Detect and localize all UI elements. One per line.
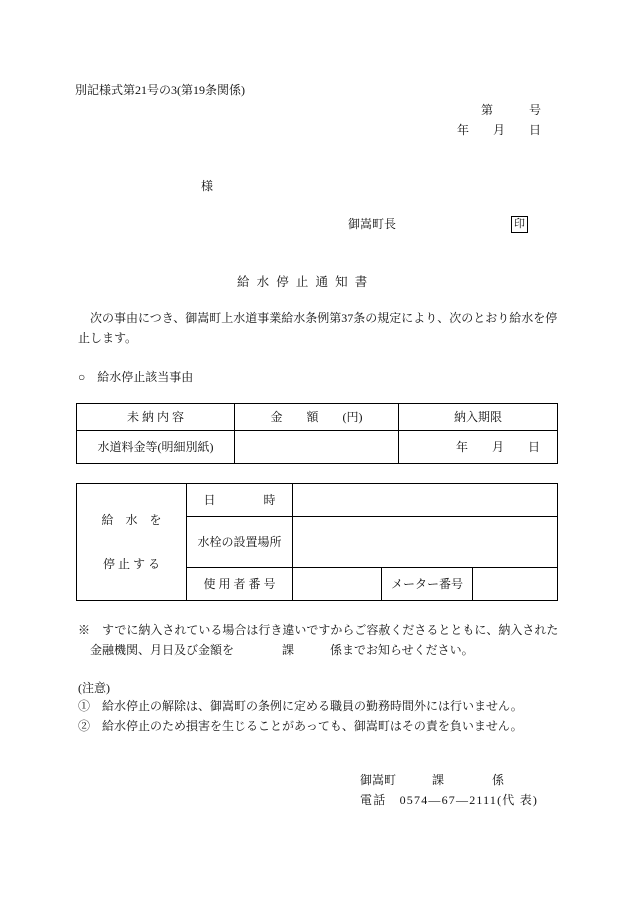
form-reference: 別記様式第21号の3(第19条関係) [75, 83, 245, 97]
notice-line-1: ※ すでに納入されている場合は行き違いですからご容赦くださるとともに、納入された [78, 623, 559, 637]
contact-office: 御嵩町 課 係 [360, 773, 505, 787]
meter-number-value-cell [473, 568, 558, 601]
datetime-label: 日 時 [187, 484, 293, 517]
document-number-line: 第 号 [480, 103, 541, 117]
location-value-cell [293, 517, 558, 568]
reason-heading: ○ 給水停止該当事由 [78, 370, 194, 384]
notice-line-2: 金融機関、月日及び金額を 課 係までお知らせください。 [90, 643, 474, 657]
seal-mark: 印 [511, 216, 528, 233]
stop-side-label-line-2: 停 止 す る [102, 557, 160, 571]
arrears-header-deadline: 納入期限 [399, 404, 558, 431]
datetime-value-cell [293, 484, 558, 517]
meter-number-label: メーター番号 [382, 568, 473, 601]
body-line-2: 止します。 [78, 331, 138, 345]
stop-table [76, 483, 558, 601]
addressee-honorific: 様 [201, 179, 214, 193]
user-number-value-cell [293, 568, 382, 601]
arrears-header-amount: 金 額 (円) [235, 404, 399, 431]
sender-name: 御嵩町長 [348, 217, 397, 231]
stop-row-datetime [77, 484, 558, 517]
arrears-row [77, 431, 558, 464]
arrears-deadline-cell: 年 月 日 [399, 431, 558, 464]
stop-side-label [77, 484, 187, 601]
arrears-header-row [77, 404, 558, 431]
caution-item-1: ① 給水停止の解除は、御嵩町の条例に定める職員の勤務時間外には行いません。 [78, 699, 523, 713]
document-title: 給 水 停 止 通 知 書 [237, 275, 370, 289]
caution-heading: (注意) [78, 681, 110, 695]
location-label: 水栓の設置場所 [187, 517, 293, 568]
contact-phone: 電話 0574―67―2111(代 表) [360, 793, 539, 807]
arrears-table [76, 403, 558, 464]
body-line-1: 次の事由につき、御嵩町上水道事業給水条例第37条の規定により、次のとおり給水を停 [78, 311, 558, 325]
issue-date-line: 年 月 日 [456, 123, 541, 137]
stop-side-label-line-1: 給 水 を [101, 513, 162, 527]
arrears-header-item: 未 納 内 容 [77, 404, 235, 431]
arrears-amount-cell [235, 431, 399, 464]
arrears-item-cell: 水道料金等(明細別紙) [77, 431, 235, 464]
user-number-label: 使 用 者 番 号 [187, 568, 293, 601]
caution-item-2: ② 給水停止のため損害を生じることがあっても、御嵩町はその責を負いません。 [78, 719, 523, 733]
